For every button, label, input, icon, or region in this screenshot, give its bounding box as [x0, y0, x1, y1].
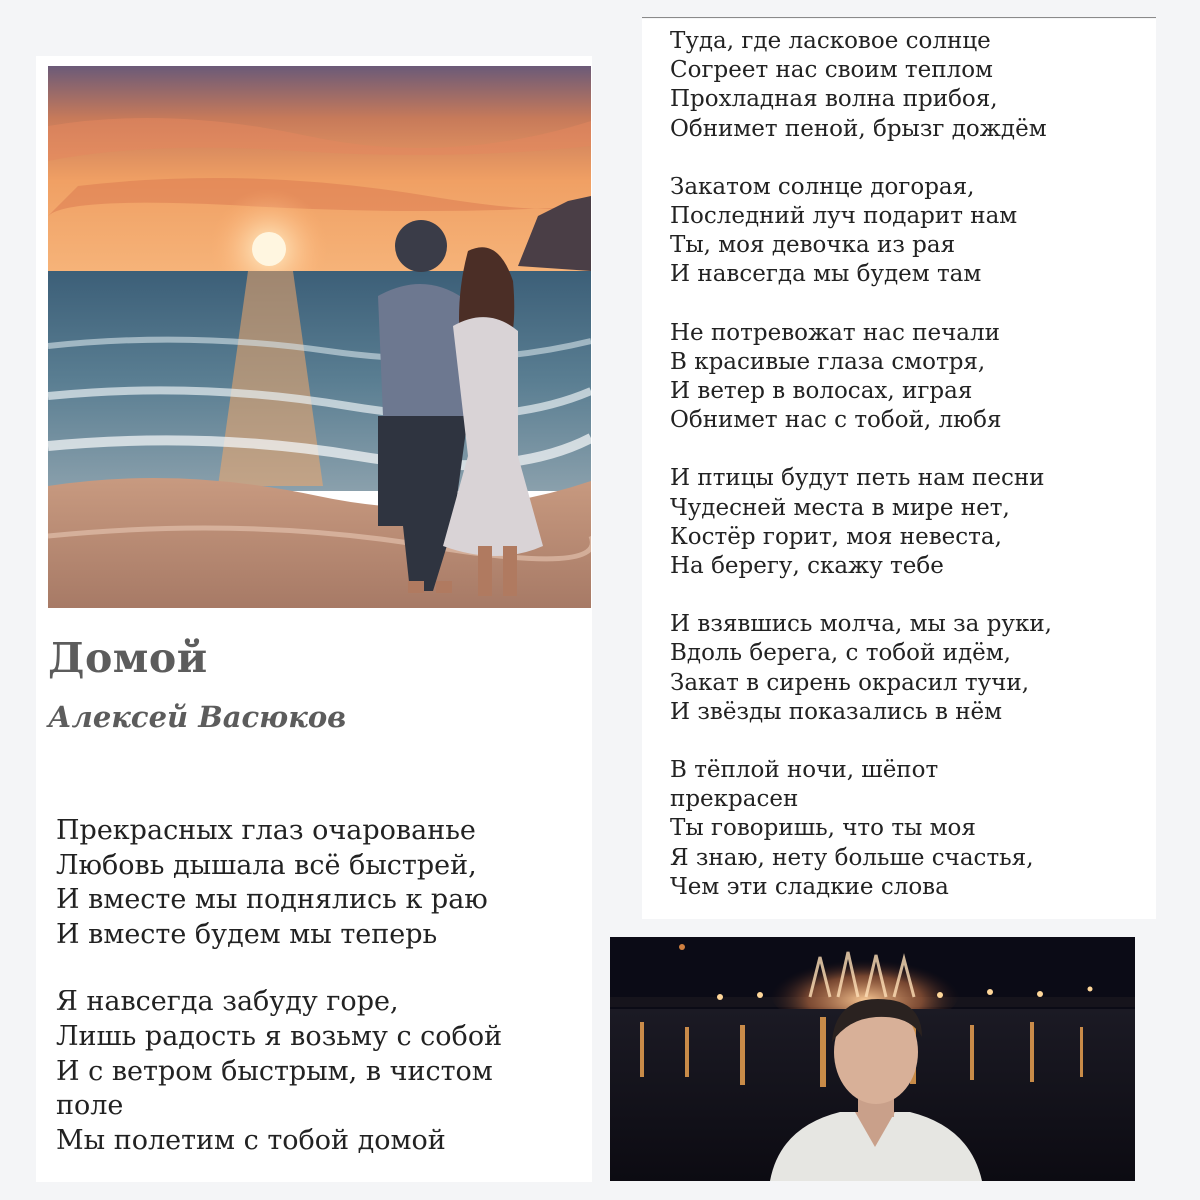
verse-line: прекрасен [670, 786, 799, 813]
verse-line: И навсегда мы будем там [670, 261, 982, 288]
verse-line: Ты говоришь, что ты моя [670, 815, 976, 842]
stanza [670, 464, 1140, 581]
stanza [670, 319, 1140, 436]
verse-line: Не потревожат нас печали [670, 319, 1000, 346]
verse-line: Туда, где ласковое солнце [670, 28, 991, 54]
verse-line: Закатом солнце догорая, [670, 173, 975, 200]
stanza [56, 985, 576, 1158]
verse-line: В тёплой ночи, шёпот [670, 757, 939, 784]
stanza [670, 756, 1140, 902]
verse-line: И вместе мы поднялись к раю [56, 884, 488, 916]
verse-line: Чудесней места в мире нет, [670, 494, 1010, 521]
right-poem-column [670, 27, 1140, 902]
verse-line: Я навсегда забуду горе, [56, 986, 399, 1018]
verse-line: поле [56, 1090, 124, 1122]
author-photo [610, 937, 1135, 1181]
verse-line: Вдоль берега, с тобой идём, [670, 640, 1011, 667]
verse-line: Последний луч подарит нам [670, 203, 1018, 230]
verse-line: Мы полетим с тобой домой [56, 1124, 446, 1156]
verse-line: Согреет нас своим теплом [670, 57, 993, 84]
verse-line: На берегу, скажу тебе [670, 553, 944, 580]
verse-line: Обнимет пеной, брызг дождём [670, 115, 1047, 142]
author-name: Алексей Васюков [48, 700, 347, 734]
top-divider [642, 17, 1156, 18]
verse-line: И птицы будут петь нам песни [670, 465, 1045, 492]
verse-line: Прекрасных глаз очарованье [56, 815, 476, 846]
verse-line: Прохладная волна прибоя, [670, 86, 998, 113]
stanza [670, 610, 1140, 727]
sunset-couple-painting [48, 66, 591, 608]
verse-line: И взявшись молча, мы за руки, [670, 611, 1052, 638]
verse-line: И вместе будем мы теперь [56, 918, 438, 950]
verse-line: Любовь дышала всё быстрей, [56, 849, 477, 881]
stanza [670, 27, 1140, 144]
verse-line: Я знаю, нету больше счастья, [670, 844, 1034, 871]
verse-line: Костёр горит, моя невеста, [670, 523, 1002, 550]
verse-line: В красивые глаза смотря, [670, 348, 986, 375]
verse-line: И ветер в волосах, играя [670, 378, 973, 405]
verse-line: И с ветром быстрым, в чистом [56, 1055, 493, 1087]
verse-line: Лишь радость я возьму с собой [56, 1020, 503, 1052]
verse-line: И звёзды показались в нём [670, 698, 1003, 725]
stanza [56, 814, 576, 952]
stanza [670, 173, 1140, 290]
poem-title: Домой [48, 634, 208, 682]
verse-line: Обнимет нас с тобой, любя [670, 407, 1002, 434]
verse-line: Ты, моя девочка из рая [670, 232, 956, 259]
verse-line: Закат в сирень окрасил тучи, [670, 669, 1030, 696]
left-poem-column [56, 814, 576, 1158]
verse-line: Чем эти сладкие слова [670, 873, 949, 900]
